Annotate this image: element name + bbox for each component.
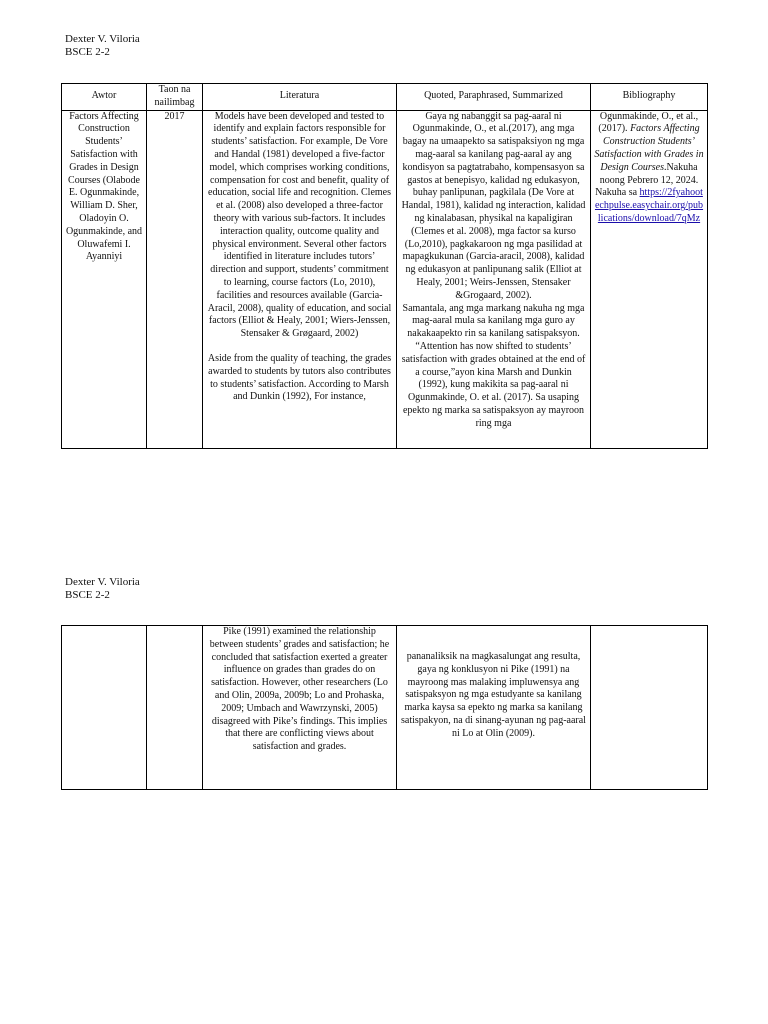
cell-literatura (203, 110, 397, 448)
header-literatura: Literatura (203, 84, 397, 111)
quoted-paragraph-1: Gaya ng nabanggit sa pag-aaral ni Ogunmakinde, O., et al.(2017), ang mga bagay na umaapekto sa satispaksiyon ng mga mag-aaral sa kanilang pag-aaral ay ang kondisyon sa pagtatrabaho, kompensasyon sa gastos at benepisyo, kalidad ng edukasyon, buhay panlipunan, pagkilala (De Vore at Handal, 1981), kalidad ng interaction, kalidad ng kinalabasan, physikal na kapaligiran (Clemes et al. 2008), mga factor sa kurso (Lo,2010), pagkakaroon ng mga pasilidad at mapagkukunan (Garcia-aracil, 2008), kalidad ng edukasyon at panlipunang salik (Elliot at Healy, 2001; Weirs-Jenssen, Stensaker &Grogaard, 2002). (401, 110, 586, 301)
header-awtor: Awtor (62, 84, 147, 111)
table-header-row (62, 84, 708, 111)
cell-literatura-continued: Pike (1991) examined the relationship between students’ grades and satisfaction; he concluded that satisfaction exerted a greater influence on grades than grades do on satisfaction. However, other researchers (Lo and Olin, 2009a, 2009b; Lo and Prohaska, 2009; Umbach and Wawrzynski, 2005) disagreed with Pike’s findings. This implies that there are conflicting views about satisfaction and grades. (203, 626, 397, 790)
bibliography-text-2: .Nakuha noong Pebrero 12, 2024. Nakuha sa (595, 161, 699, 199)
page1-header (65, 33, 140, 59)
header-bibliography: Bibliography (591, 84, 708, 111)
literature-table-continued (61, 625, 708, 790)
cell-bibliography (591, 110, 708, 448)
cell-bibliography-empty (591, 626, 708, 790)
literature-table (61, 83, 708, 449)
literatura-paragraph-1: Models have been developed and tested to identify and explain factors responsible for students’ satisfaction. For example, De Vore and Handal (1981) developed a five-factor model, which comprises working conditions, compensation for cost and benefit, quality of education, social life and recognition. Clemes et al. (2008) also developed a three-factor theory with various sub-factors. It includes interaction quality, outcome quality and physical environment. Several other factors identified in literature includes tutors’ direction and support, students’ commitment to learning, course factors (Lo, 2010), facilities and resources available (Garcia-Aracil, 2008), quality of education, and social factors (Elliot & Healy, 2001; Wiers-Jenssen, Stensaker & Grøgaard, 2002) (207, 110, 392, 340)
bibliography-title: Factors Affecting Construction Students’ Satisfaction with Grades in Design Courses (594, 123, 704, 173)
bibliography-link[interactable]: https://2fyahootechpulse.easychair.org/publications/download/7qMz (594, 187, 704, 224)
cell-taon: 2017 (147, 110, 203, 448)
section-label-2: BSCE 2-2 (65, 589, 110, 601)
quoted-continued-text: pananaliksik na magkasalungat ang resulta, gaya ng konklusyon ni Pike (1991) na mayroong mas malaking impluwensya ang satispaksyon ng mga estudyante sa kanilang marka kaysa sa epekto ng marka sa kanilang satispakyon, na di sinang-ayunan ng pag-aaral ni Lo at Olin (2009). (401, 651, 586, 739)
cell-quoted-continued (397, 626, 591, 790)
header-quoted: Quoted, Paraphrased, Summarized (397, 84, 591, 111)
author-name-2: Dexter V. Viloria (65, 576, 140, 588)
cell-taon-empty (147, 626, 203, 790)
cell-awtor-empty (62, 626, 147, 790)
quoted-paragraph-2: Samantala, ang mga markang nakuha ng mga mag-aaral mula sa kanilang mga guro ay nakakaapekto rin sa kanilang satispaksyon. “Attention has now shifted to students’ satisfaction with grades obtained at the end of a course,”ayon kina Marsh and Dunkin (1992), kung makikita sa pag-aaral ni Ogunmakinde, O. et al. (2017). Sa usaping epekto ng marka sa satispaksyon ay mayroon ring mga (401, 302, 586, 429)
cell-quoted (397, 110, 591, 448)
section-label: BSCE 2-2 (65, 46, 110, 58)
literatura-paragraph-2: Aside from the quality of teaching, the grades awarded to students by tutors also contributes to students’ satisfaction. According to Marsh and Dunkin (1992), For instance, (207, 352, 392, 403)
page2-header (65, 576, 140, 602)
bibliography-text-1: Ogunmakinde, O., et al., (2017). (598, 110, 699, 135)
cell-awtor: Factors Affecting Construction Students’ Satisfaction with Grades in Design Courses (Olabode E. Ogunmakinde, William D. Sher, Oladoyin O. Ogunmakinde, and Oluwafemi I. Ayanniyi (62, 110, 147, 448)
author-name: Dexter V. Viloria (65, 33, 140, 45)
table-row (62, 626, 708, 790)
header-taon: Taon na nailimbag (147, 84, 203, 111)
table-row (62, 110, 708, 448)
